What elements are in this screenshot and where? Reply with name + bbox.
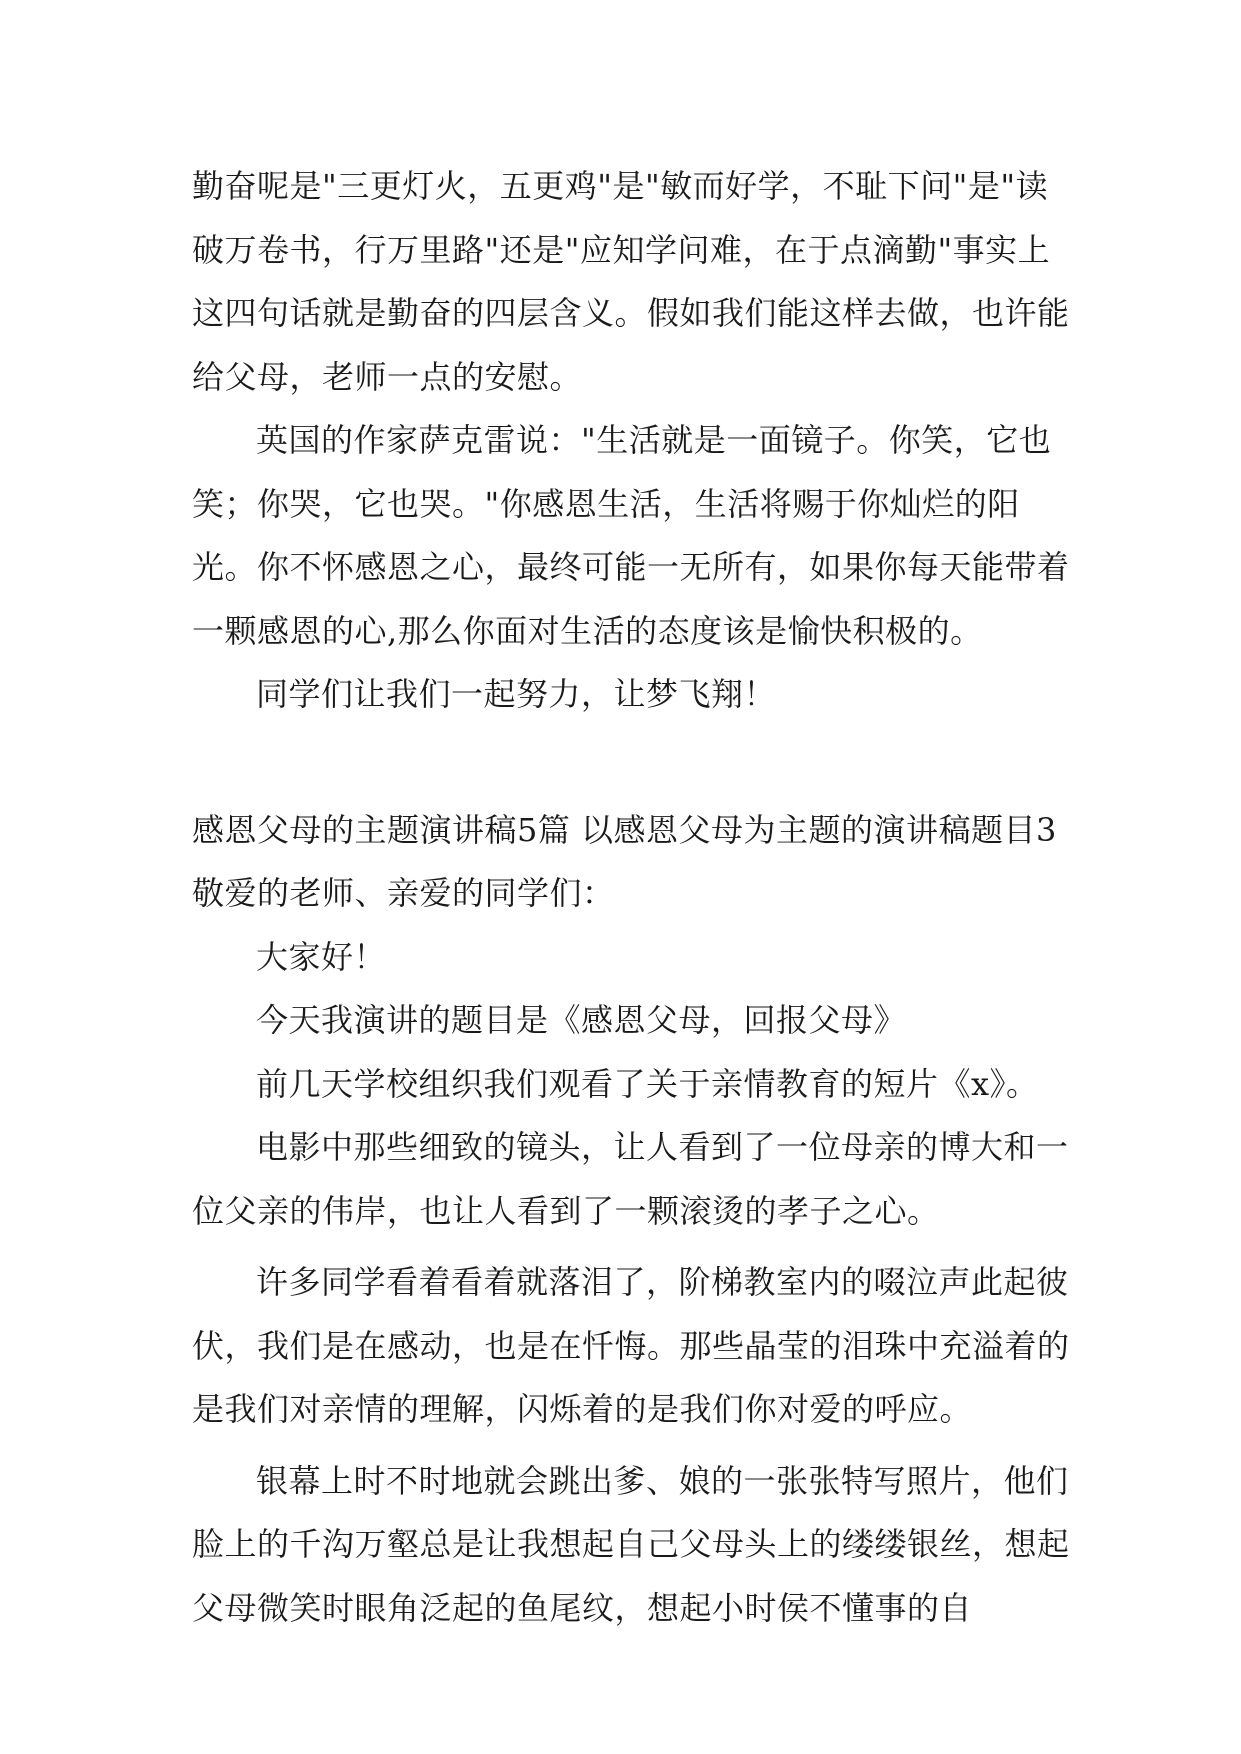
paragraph-screen-photos: 银幕上时不时地就会跳出爹、娘的一张张特写照片，他们脸上的千沟万壑总是让我想起自己父母头上的缕缕银丝，想起父母微笑时眼角泛起的鱼尾纹，想起小时侯不懂事的自: [192, 1461, 1070, 1627]
document-body: [192, 155, 1072, 1640]
paragraph-greeting: 大家好！: [256, 937, 387, 976]
salutation: 敬爱的老师、亲爱的同学们：: [192, 874, 615, 912]
paragraph-film-scenes: 电影中那些细致的镜头，让人看到了一位母亲的博大和一位父亲的伟岸，也让人看到了一颗滚烫的孝子之心。: [192, 1128, 1069, 1230]
paragraph-thackeray-quote: 英国的作家萨克雷说："生活就是一面镜子。你笑，它也笑；你哭，它也哭。"你感恩生活，生活将赐于你灿烂的阳光。你不怀感恩之心，最终可能一无所有，如果你每天能带着一颗感恩的心,那么你面对生活的态度该是愉快积极的。: [192, 421, 1070, 650]
paragraph-spacer: [192, 1442, 1072, 1450]
section-title: 感恩父母的主题演讲稿5篇 以感恩父母为主题的演讲稿题目3: [192, 810, 1057, 849]
paragraph-diligence: 勤奋呢是"三更灯火，五更鸡"是"敏而好学，不耻下问"是"读破万卷书，行万里路"还是"应知学问难，在于点滴勤"事实上这四句话就是勤奋的四层含义。假如我们能这样去做，也许能给父母，老师一点的安慰。: [192, 167, 1070, 396]
paragraph-encouragement: 同学们让我们一起努力，让梦飞翔！: [256, 675, 777, 713]
paragraph-film-screening: 前几天学校组织我们观看了关于亲情教育的短片《x》。: [256, 1064, 1039, 1103]
section-gap: [192, 727, 1072, 799]
paragraph-spacer: [192, 1243, 1072, 1251]
paragraph-students-tears: 许多同学看着看着就落泪了，阶梯教室内的啜泣声此起彼伏，我们是在感动，也是在忏悔。那些晶莹的泪珠中充溢着的是我们对亲情的理解，闪烁着的是我们你对爱的呼应。: [192, 1263, 1070, 1428]
paragraph-speech-topic: 今天我演讲的题目是《感恩父母，回报父母》: [256, 1001, 907, 1039]
